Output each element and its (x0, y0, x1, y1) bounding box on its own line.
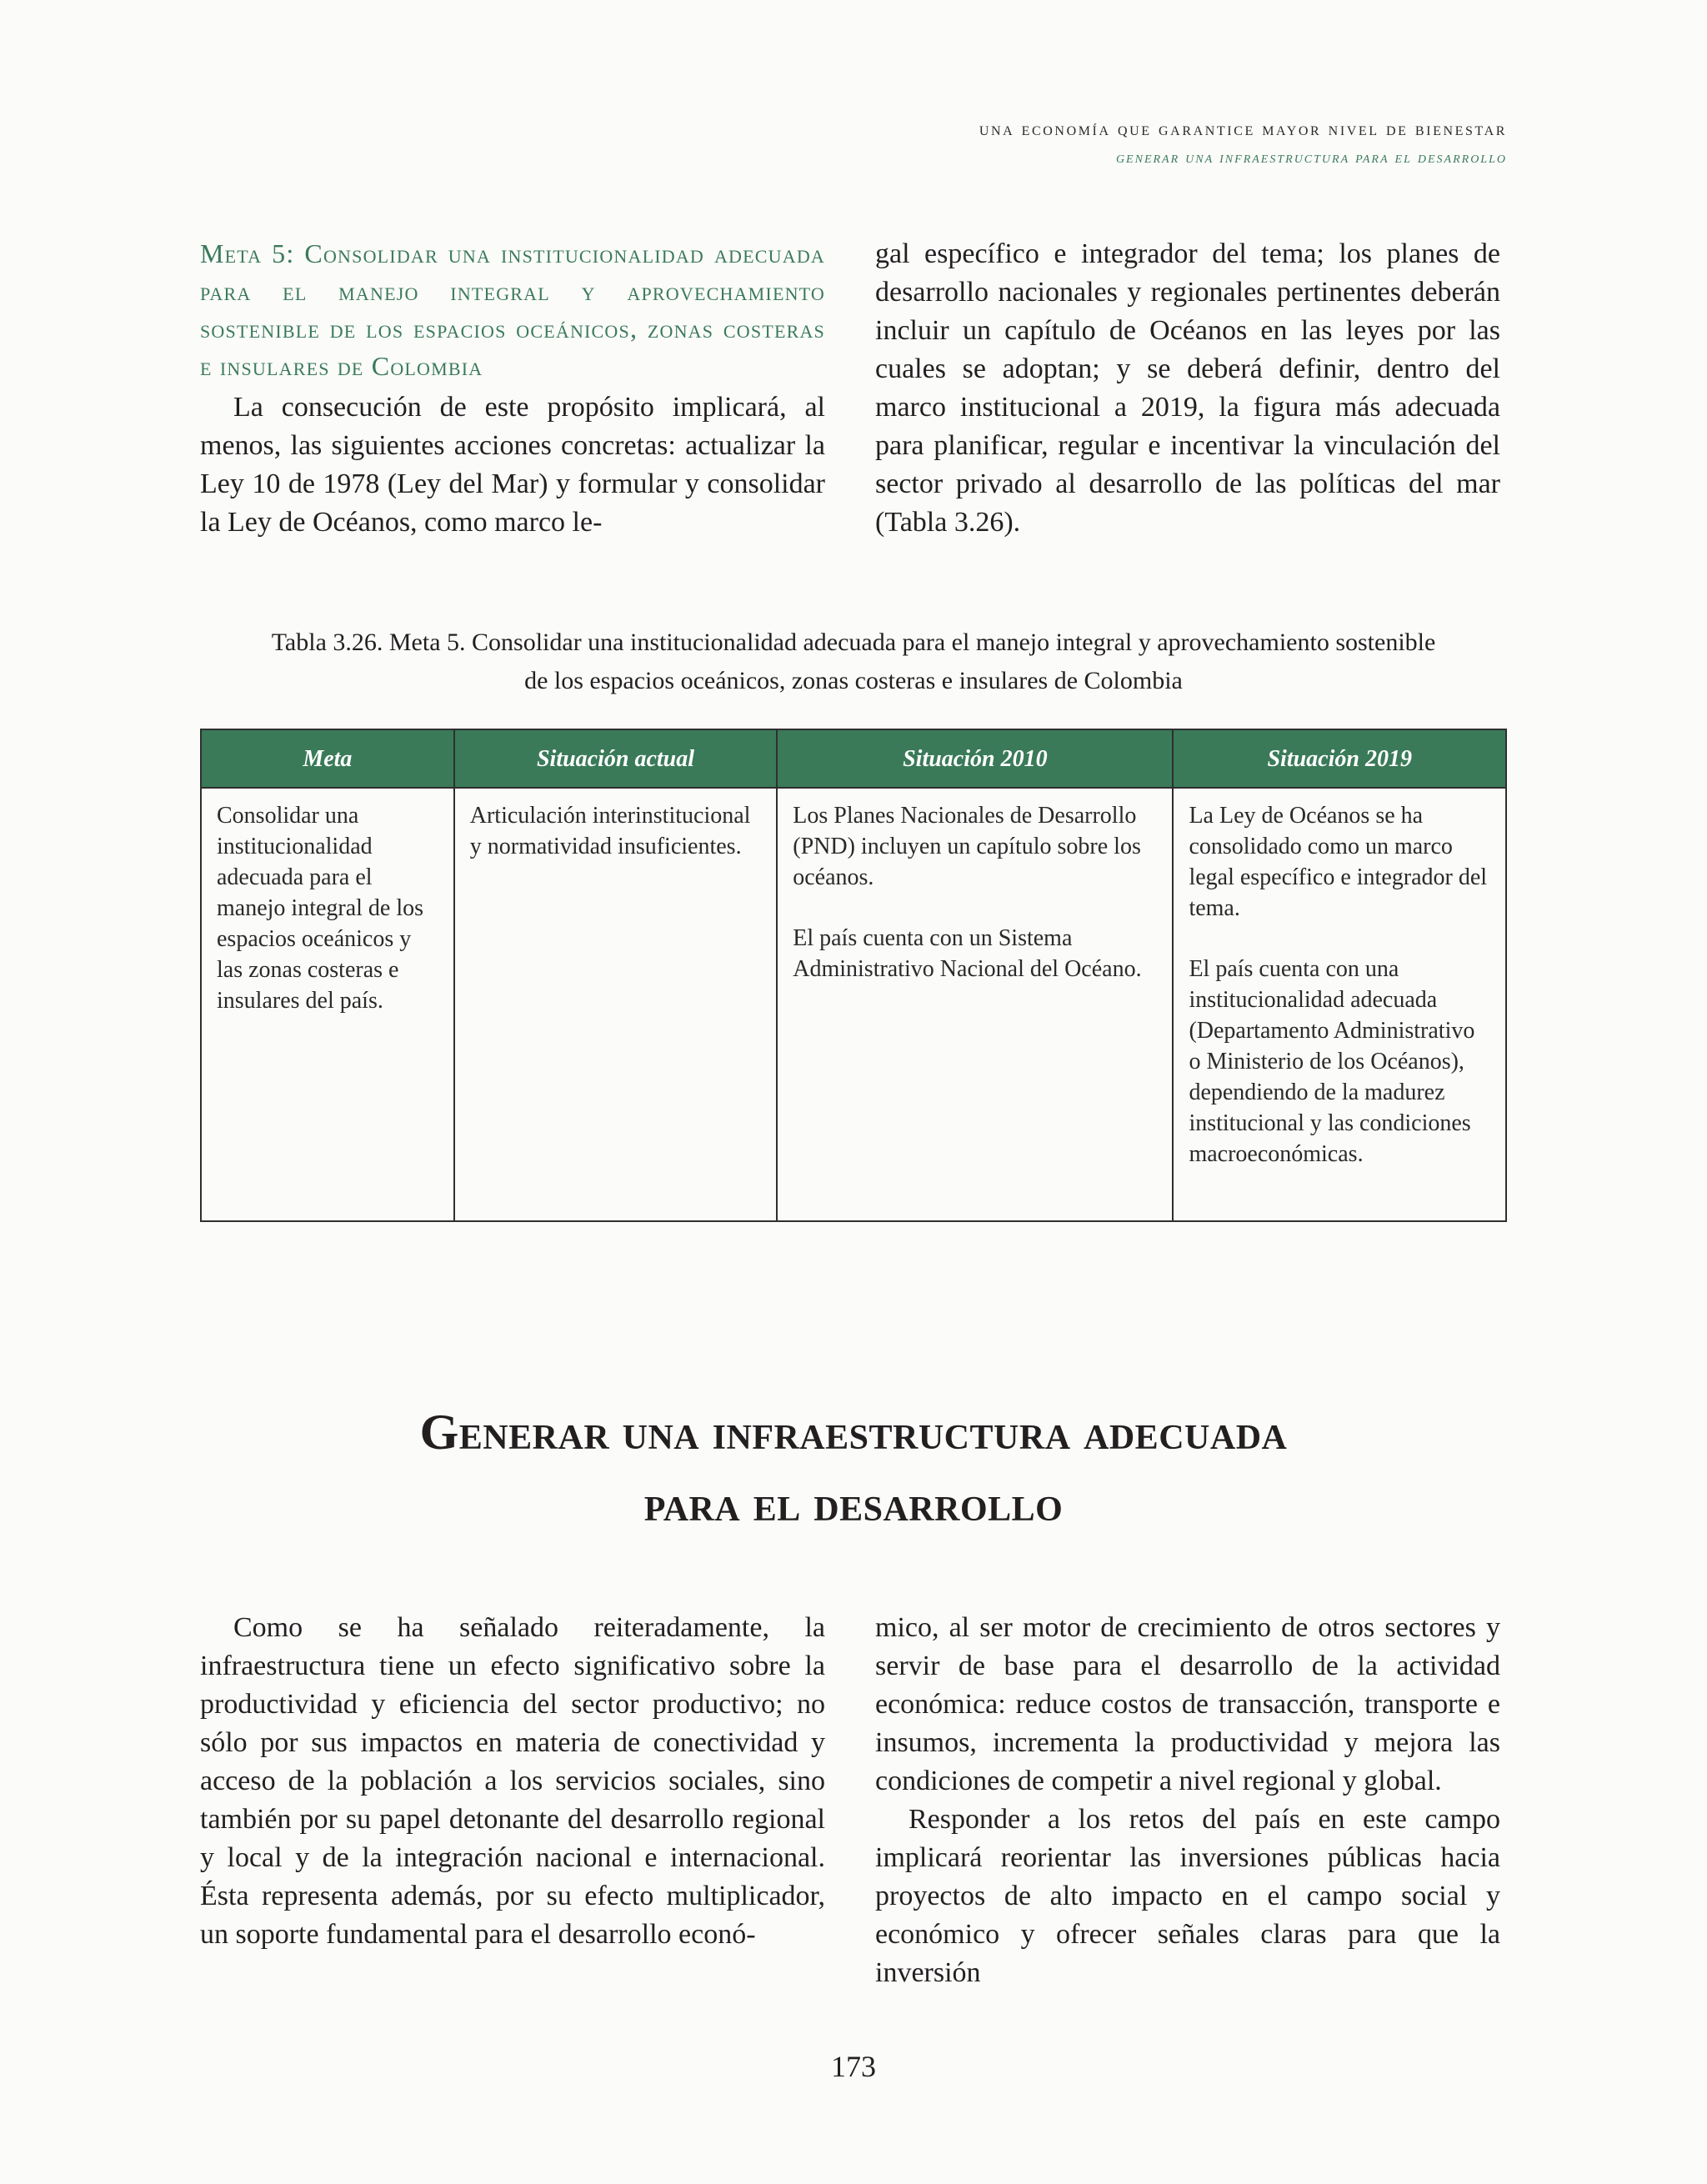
section-right-column (875, 1609, 1500, 1992)
cell-2010-text-1: Los Planes Nacionales de Desarrollo (PND) incluyen un capítulo sobre los océanos. (793, 803, 1141, 890)
goal-left-column (200, 235, 825, 542)
section-paragraph-1: Como se ha señalado reiteradamente, la infraestructura tiene un efecto significativo sobre la productividad y eficiencia del sector productivo; no sólo por sus impactos en materia de conectividad y acceso de la población a los servicios sociales, sino también por su papel detonante del desarrollo regional y local y de la integración nacional e internacional. Ésta representa además, por su efecto multiplicador, un soporte fundamental para el desarrollo econó- (200, 1612, 825, 1950)
goal-heading: Meta 5: Consolidar una institucionalidad adecuada para el manejo integral y aprovechamiento sostenible de los espacios oceánicos, zonas costeras e insulares de Colombia (200, 238, 825, 381)
cell-2019 (1173, 788, 1506, 1221)
section-title (200, 1396, 1507, 1540)
header-situacion-2010: Situación 2010 (777, 729, 1173, 788)
cell-meta (201, 788, 454, 1221)
table-caption-line-1: Tabla 3.26. Meta 5. Consolidar una institucionalidad adecuada para el manejo integral y aprovechamiento sostenible (271, 629, 1436, 656)
table-row (201, 788, 1506, 1221)
section-paragraph-1-end: mico, al ser motor de crecimiento de otros sectores y servir de base para el desarrollo de la actividad económica: reduce costos de transacción, transporte e insumos, incrementa la productividad y mejora las condiciones de competir a nivel regional y global. (875, 1612, 1500, 1796)
header-situacion-actual: Situación actual (454, 729, 778, 788)
cell-actual-text: Articulación interinstitucional y normatividad insuficientes. (469, 803, 751, 859)
cell-2019-text-1: La Ley de Océanos se ha consolidado como un marco legal específico e integrador del tema. (1189, 803, 1488, 921)
running-head-subtitle: generar una infraestructura para el desarrollo (1115, 148, 1507, 167)
goal-table (200, 729, 1507, 1222)
cell-2010 (777, 788, 1173, 1221)
section-title-line-2: para el desarrollo (643, 1476, 1064, 1531)
cell-2010-text-2: El país cuenta con un Sistema Administrativo Nacional del Océano. (793, 925, 1142, 982)
cell-actual (454, 788, 778, 1221)
section-left-column (200, 1609, 825, 1954)
header-meta: Meta (201, 729, 454, 788)
page-number: 173 (831, 2050, 876, 2083)
table-caption-line-2: de los espacios oceánicos, zonas costeras e insulares de Colombia (524, 667, 1183, 694)
cell-meta-text: Consolidar una institucionalidad adecuada para el manejo integral de los espacios oceánicos y las zonas costeras e insulares del país. (217, 803, 424, 1014)
header-situacion-2019: Situación 2019 (1173, 729, 1506, 788)
goal-paragraph-start: La consecución de este propósito implicará, al menos, las siguientes acciones concretas: actualizar la Ley 10 de 1978 (Ley del Mar) y formular y consolidar la Ley de Océanos, como marco le- (200, 392, 825, 538)
section-title-line-1: Generar una infraestructura adecuada (419, 1405, 1288, 1460)
running-head-title: una economía que garantice mayor nivel de bienestar (979, 118, 1507, 139)
section-paragraph-2: Responder a los retos del país en este campo implicará reorientar las inversiones públicas hacia proyectos de alto impacto en el campo social y económico y ofrecer señales claras para que la inversión (875, 1804, 1500, 1988)
goal-paragraph-end: gal específico e integrador del tema; los planes de desarrollo nacionales y regionales pertinentes deberán incluir un capítulo de Océanos en las leyes por las cuales se adoptan; y se deberá definir, dentro del marco institucional a 2019, la figura más adecuada para planificar, regular e incentivar la vinculación del sector privado al desarrollo de las políticas del mar (Tabla 3.26). (875, 238, 1500, 538)
table-caption (200, 624, 1507, 700)
cell-2019-text-2: El país cuenta con una institucionalidad adecuada (Departamento Administrativo o Ministerio de los Océanos), dependiendo de la madurez institucional y las condiciones macroeconómicas. (1189, 956, 1475, 1167)
goal-right-column (875, 235, 1500, 542)
table-header-row (201, 729, 1506, 788)
